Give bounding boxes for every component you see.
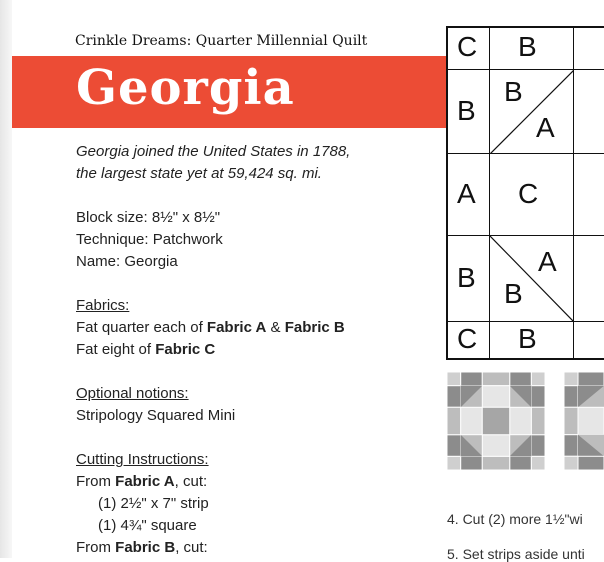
diagram-label: C [457, 31, 478, 62]
cutting-a-item-1: (1) 2½" x 7" strip [98, 495, 209, 512]
cutting-heading: Cutting Instructions: [76, 451, 209, 468]
fabrics-line-2 [76, 339, 345, 361]
step-4-text: 4. Cut (2) more 1½"wi [447, 511, 583, 527]
diagram-cell [448, 70, 490, 154]
cutting-from-a-prefix: From [76, 473, 116, 490]
diagram-cell-hst [490, 236, 574, 322]
diagram-label: C [457, 323, 478, 354]
state-title: Georgia [76, 60, 295, 116]
quilt-block-thumbnail [446, 372, 546, 470]
diagonal-line [490, 70, 574, 154]
intro-line-1: Georgia joined the United States in 1788, [76, 143, 351, 160]
diagram-label: A [457, 178, 476, 209]
cutting-from-a [76, 471, 209, 493]
cutting-section [76, 449, 209, 559]
block-specs [76, 207, 223, 273]
diagram-cell [490, 322, 574, 360]
cutting-from-b-suffix: , cut: [175, 539, 208, 556]
diagram-label: B [504, 76, 523, 107]
diagram-cell [574, 70, 604, 154]
diagram-cell [574, 154, 604, 236]
intro-line-2: the largest state yet at 59,424 sq. mi. [76, 165, 322, 182]
fabrics-heading: Fabrics: [76, 297, 130, 314]
diagram-cell [448, 28, 490, 70]
block-name: Name: Georgia [76, 253, 178, 270]
cutting-from-b [76, 537, 209, 559]
diagonal-line [490, 236, 574, 322]
diagram-label: A [538, 246, 557, 277]
technique: Technique: Patchwork [76, 231, 223, 248]
diagram-label: A [536, 112, 555, 143]
fabrics-line-1 [76, 317, 345, 339]
diagram-label: B [457, 262, 476, 293]
diagram-cell [574, 236, 604, 322]
block-diagram [446, 26, 604, 360]
diagram-label: B [518, 31, 537, 62]
diagram-cell-hst [490, 70, 574, 154]
fabrics-line-2-prefix: Fat eight of [76, 341, 156, 358]
document-title: Crinkle Dreams: Quarter Millennial Quilt [75, 33, 368, 49]
notions-heading: Optional notions: [76, 385, 189, 402]
cutting-from-a-suffix: , cut: [174, 473, 208, 490]
step-5-text: 5. Set strips aside unti [447, 546, 585, 562]
diagram-cell [574, 322, 604, 360]
notions-section [76, 383, 235, 427]
notions-item: Stripology Squared Mini [76, 407, 236, 424]
quilt-block-thumbnail-2 [564, 372, 604, 470]
fabric-b-label: Fabric B [284, 319, 345, 336]
diagram-cell [490, 154, 574, 236]
diagram-cell [574, 28, 604, 70]
diagram-label: B [457, 95, 476, 126]
diagram-cell [490, 28, 574, 70]
fabric-a-label: Fabric A [206, 319, 267, 336]
diagram-label: B [504, 278, 523, 309]
fabrics-line-1-prefix: Fat quarter each of [76, 319, 207, 336]
cutting-fabric-a: Fabric A [115, 473, 175, 490]
fabrics-section [76, 295, 345, 361]
intro-paragraph [76, 141, 416, 185]
title-banner [12, 56, 446, 128]
diagram-cell [448, 154, 490, 236]
diagram-cell [448, 236, 490, 322]
fabric-c-label: Fabric C [155, 341, 216, 358]
cutting-fabric-b: Fabric B [115, 539, 176, 556]
diagram-label: C [518, 178, 539, 209]
block-size: Block size: 8½" x 8½" [76, 209, 221, 226]
diagram-label: B [518, 323, 537, 354]
page-edge-shadow [0, 0, 12, 558]
diagram-cell [448, 322, 490, 360]
cutting-from-b-prefix: From [76, 539, 116, 556]
fabrics-line-1-mid: & [266, 319, 285, 336]
cutting-a-item-2: (1) 4¾" square [98, 517, 197, 534]
